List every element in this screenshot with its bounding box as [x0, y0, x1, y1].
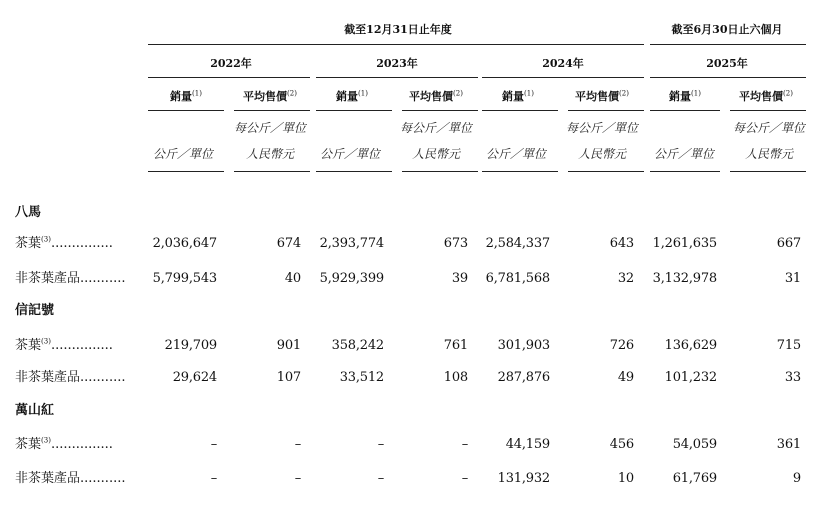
- group-header-fiscal-year: 截至12月31日止年度: [344, 23, 452, 36]
- table-cell: 33,512: [339, 370, 384, 385]
- table-cell: 6,781,568: [485, 271, 550, 286]
- table-cell: –: [294, 437, 301, 452]
- table-cell: 726: [609, 338, 634, 353]
- table-cell: –: [294, 471, 301, 486]
- table-cell: 9: [792, 471, 801, 486]
- table-cell: 2,584,337: [485, 236, 550, 251]
- table-cell: 61,769: [672, 471, 717, 486]
- unit-volume-2024: 公斤／單位: [485, 147, 547, 161]
- unit-price-per-2025: 每公斤／單位: [732, 121, 806, 135]
- table-cell: 3,132,978: [652, 271, 717, 286]
- rule-unit-volume-2024: [482, 171, 558, 172]
- table-cell: 39: [451, 271, 468, 286]
- table-cell: 667: [776, 236, 801, 251]
- unit-price-rmb-2024: 人民幣元: [577, 147, 627, 161]
- rule-col-volume-2024: [482, 110, 558, 111]
- col-header-price-2025: 平均售價$^{(2)}$: [739, 89, 793, 103]
- table-cell: 1,261,635: [652, 236, 717, 251]
- table-cell: 761: [443, 338, 468, 353]
- rule-unit-volume-2025: [650, 171, 720, 172]
- rule-unit-volume-2023: [316, 171, 392, 172]
- year-header-2022: 2022年: [210, 57, 252, 70]
- rule-year-2024: [482, 77, 644, 78]
- col-header-volume-2024: 銷量$^{(1)}$: [502, 89, 534, 103]
- rule-unit-price-2023: [402, 171, 478, 172]
- table-cell: –: [377, 471, 384, 486]
- table-cell: 101,232: [664, 370, 717, 385]
- year-header-2023: 2023年: [376, 57, 418, 70]
- col-header-volume-2025: 銷量$^{(1)}$: [669, 89, 701, 103]
- col-header-price-2022: 平均售價$^{(2)}$: [243, 89, 297, 103]
- row-label: 茶葉$^{(3)}$...............: [15, 436, 113, 452]
- table-cell: 49: [617, 370, 634, 385]
- rule-unit-price-2024: [568, 171, 644, 172]
- section-title: 八馬: [15, 205, 42, 220]
- rule-col-price-2023: [402, 110, 478, 111]
- table-cell: 643: [609, 236, 634, 251]
- unit-price-per-2022: 每公斤／單位: [233, 121, 307, 135]
- table-cell: 456: [609, 437, 634, 452]
- table-cell: 901: [276, 338, 301, 353]
- row-label: 非茶葉產品...........: [15, 271, 126, 286]
- table-cell: 219,709: [164, 338, 217, 353]
- row-label: 茶葉$^{(3)}$...............: [15, 235, 113, 251]
- row-label: 茶葉$^{(3)}$...............: [15, 337, 113, 353]
- rule-unit-price-2022: [234, 171, 310, 172]
- rule-col-volume-2023: [316, 110, 392, 111]
- table-cell: –: [377, 437, 384, 452]
- rule-year-2023: [316, 77, 478, 78]
- year-header-2024: 2024年: [542, 57, 584, 70]
- table-cell: 301,903: [497, 338, 550, 353]
- table-cell: 358,242: [331, 338, 384, 353]
- table-cell: 32: [617, 271, 634, 286]
- rule-col-price-2025: [730, 110, 806, 111]
- table-cell: 29,624: [172, 370, 217, 385]
- col-header-volume-2023: 銷量$^{(1)}$: [336, 89, 368, 103]
- table-cell: 131,932: [497, 471, 550, 486]
- unit-volume-2025: 公斤／單位: [653, 147, 715, 161]
- row-label: 非茶葉產品...........: [15, 471, 126, 486]
- table-cell: 31: [784, 271, 801, 286]
- unit-volume-2022: 公斤／單位: [152, 147, 214, 161]
- rule-col-volume-2022: [148, 110, 224, 111]
- table-cell: 40: [284, 271, 301, 286]
- year-header-2025: 2025年: [706, 57, 748, 70]
- table-cell: –: [461, 437, 468, 452]
- unit-price-rmb-2022: 人民幣元: [245, 147, 295, 161]
- table-cell: 2,036,647: [152, 236, 217, 251]
- table-cell: 54,059: [672, 437, 717, 452]
- table-cell: –: [210, 437, 217, 452]
- rule-col-volume-2025: [650, 110, 720, 111]
- table-cell: 10: [617, 471, 634, 486]
- table-cell: 715: [776, 338, 801, 353]
- table-cell: 2,393,774: [319, 236, 384, 251]
- row-label: 非茶葉產品...........: [15, 370, 126, 385]
- rule-group-6m: [650, 44, 806, 45]
- section-title: 信記號: [15, 303, 55, 318]
- col-header-price-2024: 平均售價$^{(2)}$: [575, 89, 629, 103]
- group-header-six-months: 截至6月30日止六個月: [671, 23, 783, 36]
- col-header-price-2023: 平均售價$^{(2)}$: [409, 89, 463, 103]
- table-cell: 287,876: [497, 370, 550, 385]
- rule-unit-price-2025: [730, 171, 806, 172]
- rule-unit-volume-2022: [148, 171, 224, 172]
- table-cell: 5,799,543: [152, 271, 217, 286]
- col-header-volume-2022: 銷量$^{(1)}$: [170, 89, 202, 103]
- rule-col-price-2022: [234, 110, 310, 111]
- table-cell: 136,629: [664, 338, 717, 353]
- rule-year-2025: [650, 77, 806, 78]
- table-cell: 5,929,399: [319, 271, 384, 286]
- rule-year-2022: [148, 77, 310, 78]
- table-cell: 44,159: [505, 437, 550, 452]
- table-cell: –: [210, 471, 217, 486]
- rule-col-price-2024: [568, 110, 644, 111]
- section-title: 萬山紅: [15, 403, 55, 418]
- table-cell: 361: [776, 437, 801, 452]
- table-cell: 107: [276, 370, 301, 385]
- rule-group-fy: [148, 44, 644, 45]
- unit-price-per-2023: 每公斤／單位: [399, 121, 473, 135]
- unit-price-rmb-2023: 人民幣元: [411, 147, 461, 161]
- table-cell: 33: [784, 370, 801, 385]
- unit-price-per-2024: 每公斤／單位: [565, 121, 639, 135]
- table-cell: 108: [443, 370, 468, 385]
- table-cell: 673: [443, 236, 468, 251]
- table-cell: 674: [276, 236, 301, 251]
- unit-volume-2023: 公斤／單位: [319, 147, 381, 161]
- unit-price-rmb-2025: 人民幣元: [744, 147, 794, 161]
- table-cell: –: [461, 471, 468, 486]
